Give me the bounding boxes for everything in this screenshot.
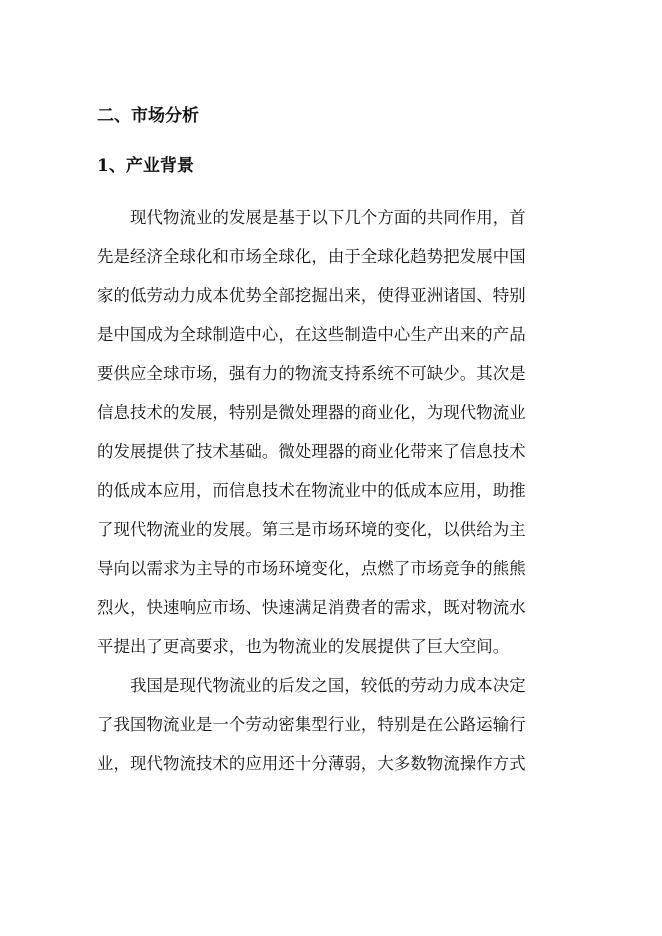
paragraph-1-line-4: 是中国成为全球制造中心，在这些制造中心生产出来的产品	[97, 325, 526, 344]
paragraph-1-line-6: 信息技术的发展，特别是微处理器的商业化，为现代物流业	[97, 403, 526, 422]
paragraph-1-line-11: 烈火，快速响应市场、快速满足消费者的需求，既对物流水	[97, 598, 526, 617]
section-heading: 二、市场分析	[97, 106, 199, 126]
paragraph-1-line-10: 导向以需求为主导的市场环境变化，点燃了市场竞争的熊熊	[97, 559, 526, 578]
paragraph-1-line-5: 要供应全球市场，强有力的物流支持系统不可缺少。其次是	[97, 364, 526, 383]
paragraph-1-line-1: 现代物流业的发展是基于以下几个方面的共同作用，首	[130, 208, 526, 227]
paragraph-2-line-1: 我国是现代物流业的后发之国，较低的劳动力成本决定	[130, 676, 526, 695]
paragraph-1-line-9: 了现代物流业的发展。第三是市场环境的变化，以供给为主	[97, 520, 526, 539]
paragraph-1-line-2: 先是经济全球化和市场全球化，由于全球化趋势把发展中国	[97, 247, 526, 266]
paragraph-1-line-3: 家的低劳动力成本优势全部挖掘出来，使得亚洲诸国、特别	[97, 286, 526, 305]
paragraph-1-line-8: 的低成本应用，而信息技术在物流业中的低成本应用，助推	[97, 481, 526, 500]
paragraph-2-line-2: 了我国物流业是一个劳动密集型行业，特别是在公路运输行	[97, 715, 526, 734]
paragraph-1-line-12: 平提出了更高要求，也为物流业的发展提供了巨大空间。	[97, 637, 510, 656]
paragraph-2-line-3: 业，现代物流技术的应用还十分薄弱，大多数物流操作方式	[97, 754, 526, 773]
subsection-heading: 1、产业背景	[97, 156, 194, 176]
paragraph-1-line-7: 的发展提供了技术基础。微处理器的商业化带来了信息技术	[97, 442, 526, 461]
